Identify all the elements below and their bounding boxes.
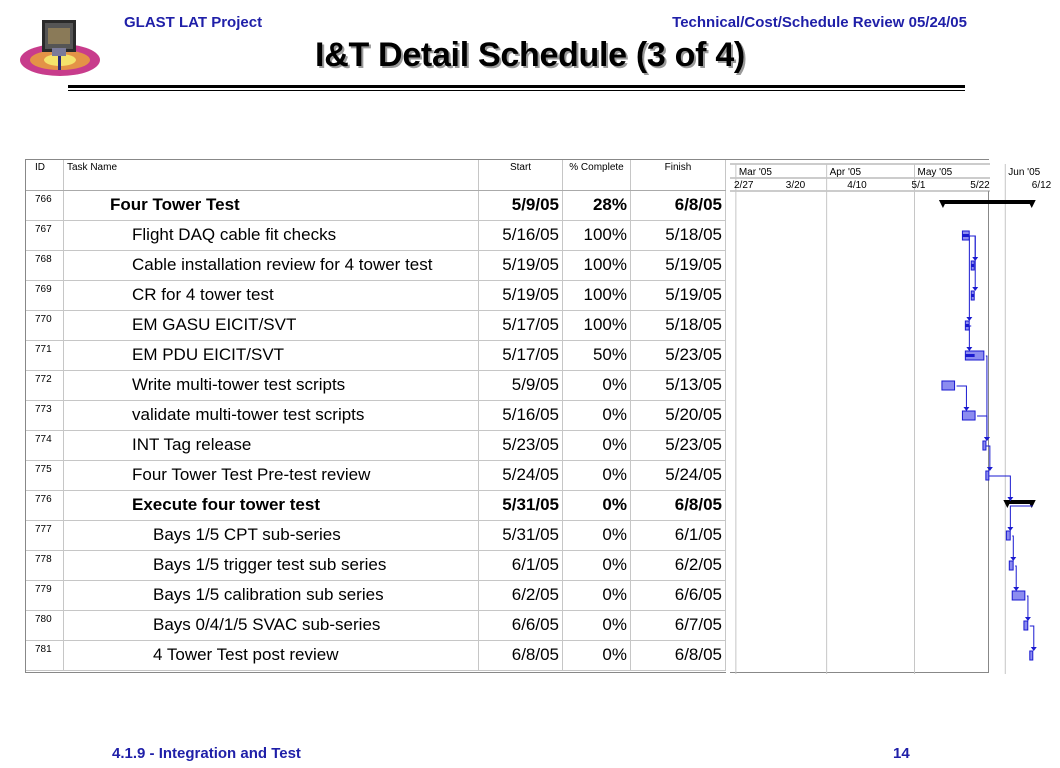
task-start: 6/1/05 <box>479 551 563 580</box>
task-start: 5/17/05 <box>479 311 563 340</box>
task-progress <box>965 354 974 357</box>
task-percent-complete: 0% <box>563 581 631 610</box>
task-finish: 5/19/05 <box>631 281 726 310</box>
week-label: 2/27 <box>734 180 754 191</box>
task-start: 5/17/05 <box>479 341 563 370</box>
task-name: CR for 4 tower test <box>64 281 479 310</box>
task-percent-complete: 0% <box>563 401 631 430</box>
task-percent-complete: 28% <box>563 191 631 220</box>
title-rule <box>68 85 965 88</box>
task-id: 777 <box>26 521 64 550</box>
col-finish-header: Finish <box>631 160 726 190</box>
col-id-header: ID <box>26 160 64 190</box>
task-name: 4 Tower Test post review <box>64 641 479 670</box>
task-bar <box>962 411 975 420</box>
task-start: 5/9/05 <box>479 191 563 220</box>
footer-section: 4.1.9 - Integration and Test <box>112 745 301 762</box>
table-row[interactable] <box>26 221 726 251</box>
table-row[interactable] <box>26 311 726 341</box>
task-id: 778 <box>26 551 64 580</box>
dependency-line <box>1027 596 1028 619</box>
dependency-line <box>1015 566 1016 589</box>
task-start: 5/23/05 <box>479 431 563 460</box>
task-id: 770 <box>26 311 64 340</box>
task-name: Bays 0/4/1/5 SVAC sub-series <box>64 611 479 640</box>
task-start: 5/19/05 <box>479 251 563 280</box>
task-id: 773 <box>26 401 64 430</box>
task-name: Bays 1/5 calibration sub series <box>64 581 479 610</box>
task-name: validate multi-tower test scripts <box>64 401 479 430</box>
task-bar <box>1006 531 1010 540</box>
task-finish: 6/8/05 <box>631 191 726 220</box>
task-start: 5/24/05 <box>479 461 563 490</box>
table-row[interactable] <box>26 491 726 521</box>
task-start: 5/16/05 <box>479 401 563 430</box>
table-row[interactable] <box>26 521 726 551</box>
task-id: 767 <box>26 221 64 250</box>
dependency-arrow <box>963 407 969 411</box>
col-name-header: Task Name <box>64 160 479 190</box>
dependency-line <box>969 236 971 319</box>
task-percent-complete: 0% <box>563 461 631 490</box>
dependency-line <box>957 386 967 409</box>
table-header <box>26 160 726 191</box>
task-id: 781 <box>26 641 64 670</box>
task-bar <box>1012 591 1025 600</box>
schedule-panel <box>25 159 1052 673</box>
dependency-line <box>977 416 987 439</box>
table-row[interactable] <box>26 581 726 611</box>
task-bar <box>986 471 989 480</box>
task-start: 5/31/05 <box>479 491 563 520</box>
task-name: EM PDU EICIT/SVT <box>64 341 479 370</box>
dependency-line <box>989 476 1011 499</box>
task-percent-complete: 50% <box>563 341 631 370</box>
dependency-line <box>1012 536 1013 559</box>
table-row[interactable] <box>26 461 726 491</box>
task-id: 771 <box>26 341 64 370</box>
month-label: Apr '05 <box>829 167 862 178</box>
task-percent-complete: 100% <box>563 281 631 310</box>
task-percent-complete: 0% <box>563 551 631 580</box>
dependency-arrow <box>1031 647 1037 651</box>
task-bar <box>942 381 955 390</box>
task-id: 780 <box>26 611 64 640</box>
task-percent-complete: 0% <box>563 521 631 550</box>
week-label: 6/12 <box>1031 180 1052 191</box>
task-start: 6/8/05 <box>479 641 563 670</box>
summary-bar <box>942 200 1033 204</box>
project-name: GLAST LAT Project <box>124 14 263 31</box>
dependency-arrow <box>966 317 972 321</box>
task-name: Four Tower Test Pre-test review <box>64 461 479 490</box>
task-id: 766 <box>26 191 64 220</box>
task-id: 774 <box>26 431 64 460</box>
task-id: 772 <box>26 371 64 400</box>
task-finish: 5/23/05 <box>631 431 726 460</box>
week-label: 5/1 <box>911 180 926 191</box>
week-label: 5/22 <box>970 180 990 191</box>
table-row[interactable] <box>26 191 726 221</box>
dependency-arrow <box>972 287 978 291</box>
page-number: 14 <box>893 745 910 762</box>
dependency-line <box>969 326 971 349</box>
table-row[interactable] <box>26 251 726 281</box>
task-percent-complete: 100% <box>563 221 631 250</box>
task-name: Write multi-tower test scripts <box>64 371 479 400</box>
task-finish: 5/19/05 <box>631 251 726 280</box>
dependency-arrow <box>987 467 993 471</box>
task-progress <box>965 324 969 327</box>
table-row[interactable] <box>26 641 726 671</box>
task-finish: 6/7/05 <box>631 611 726 640</box>
dependency-arrow <box>1007 527 1013 531</box>
week-label: 4/10 <box>847 180 867 191</box>
month-label: Jun '05 <box>1008 167 1041 178</box>
dependency-line <box>1030 626 1034 649</box>
task-id: 776 <box>26 491 64 520</box>
task-name: Bays 1/5 trigger test sub series <box>64 551 479 580</box>
page-title: I&T Detail Schedule (3 of 4) <box>315 36 745 74</box>
table-row[interactable] <box>26 551 726 581</box>
task-finish: 5/18/05 <box>631 311 726 340</box>
task-percent-complete: 0% <box>563 641 631 670</box>
task-finish: 6/6/05 <box>631 581 726 610</box>
task-bar <box>1009 561 1013 570</box>
task-start: 5/19/05 <box>479 281 563 310</box>
table-row[interactable] <box>26 341 726 371</box>
task-bar <box>983 441 986 450</box>
task-finish: 5/13/05 <box>631 371 726 400</box>
task-percent-complete: 0% <box>563 611 631 640</box>
task-name: Four Tower Test <box>64 191 479 220</box>
task-percent-complete: 100% <box>563 251 631 280</box>
task-finish: 5/20/05 <box>631 401 726 430</box>
task-name: INT Tag release <box>64 431 479 460</box>
task-name: EM GASU EICIT/SVT <box>64 311 479 340</box>
task-start: 5/31/05 <box>479 521 563 550</box>
task-percent-complete: 0% <box>563 371 631 400</box>
dependency-arrow <box>1010 557 1016 561</box>
dependency-arrow <box>1025 617 1031 621</box>
task-finish: 6/2/05 <box>631 551 726 580</box>
task-name: Bays 1/5 CPT sub-series <box>64 521 479 550</box>
week-label: 3/20 <box>785 180 806 191</box>
task-name: Flight DAQ cable fit checks <box>64 221 479 250</box>
task-bar <box>1024 621 1028 630</box>
task-finish: 5/18/05 <box>631 221 726 250</box>
task-id: 769 <box>26 281 64 310</box>
task-start: 6/2/05 <box>479 581 563 610</box>
task-start: 6/6/05 <box>479 611 563 640</box>
dependency-line <box>986 446 990 469</box>
task-finish: 6/8/05 <box>631 491 726 520</box>
col-start-header: Start <box>479 160 563 190</box>
task-name: Cable installation review for 4 tower test <box>64 251 479 280</box>
task-id: 768 <box>26 251 64 280</box>
gantt-chart <box>726 160 1052 674</box>
task-percent-complete: 0% <box>563 491 631 520</box>
dependency-arrow <box>984 437 990 441</box>
dependency-line <box>1010 506 1032 529</box>
col-pct-header: % Complete <box>563 160 631 190</box>
task-finish: 6/8/05 <box>631 641 726 670</box>
task-start: 5/9/05 <box>479 371 563 400</box>
task-progress <box>971 294 974 297</box>
task-percent-complete: 100% <box>563 311 631 340</box>
table-row[interactable] <box>26 611 726 641</box>
dependency-arrow <box>1013 587 1019 591</box>
dependency-arrow <box>966 347 972 351</box>
table-row[interactable] <box>26 431 726 461</box>
task-start: 5/16/05 <box>479 221 563 250</box>
task-percent-complete: 0% <box>563 431 631 460</box>
task-bar <box>1030 651 1033 660</box>
review-name: Technical/Cost/Schedule Review 05/24/05 <box>672 14 967 31</box>
task-name: Execute four tower test <box>64 491 479 520</box>
table-row[interactable] <box>26 401 726 431</box>
task-progress <box>971 264 974 267</box>
table-row[interactable] <box>26 371 726 401</box>
month-label: May '05 <box>917 167 953 178</box>
task-id: 775 <box>26 461 64 490</box>
table-row[interactable] <box>26 281 726 311</box>
title-rule-thin <box>68 90 965 91</box>
task-finish: 6/1/05 <box>631 521 726 550</box>
task-progress <box>962 234 969 237</box>
task-finish: 5/23/05 <box>631 341 726 370</box>
task-finish: 5/24/05 <box>631 461 726 490</box>
month-label: Mar '05 <box>738 167 772 178</box>
task-id: 779 <box>26 581 64 610</box>
dependency-line <box>971 236 975 259</box>
